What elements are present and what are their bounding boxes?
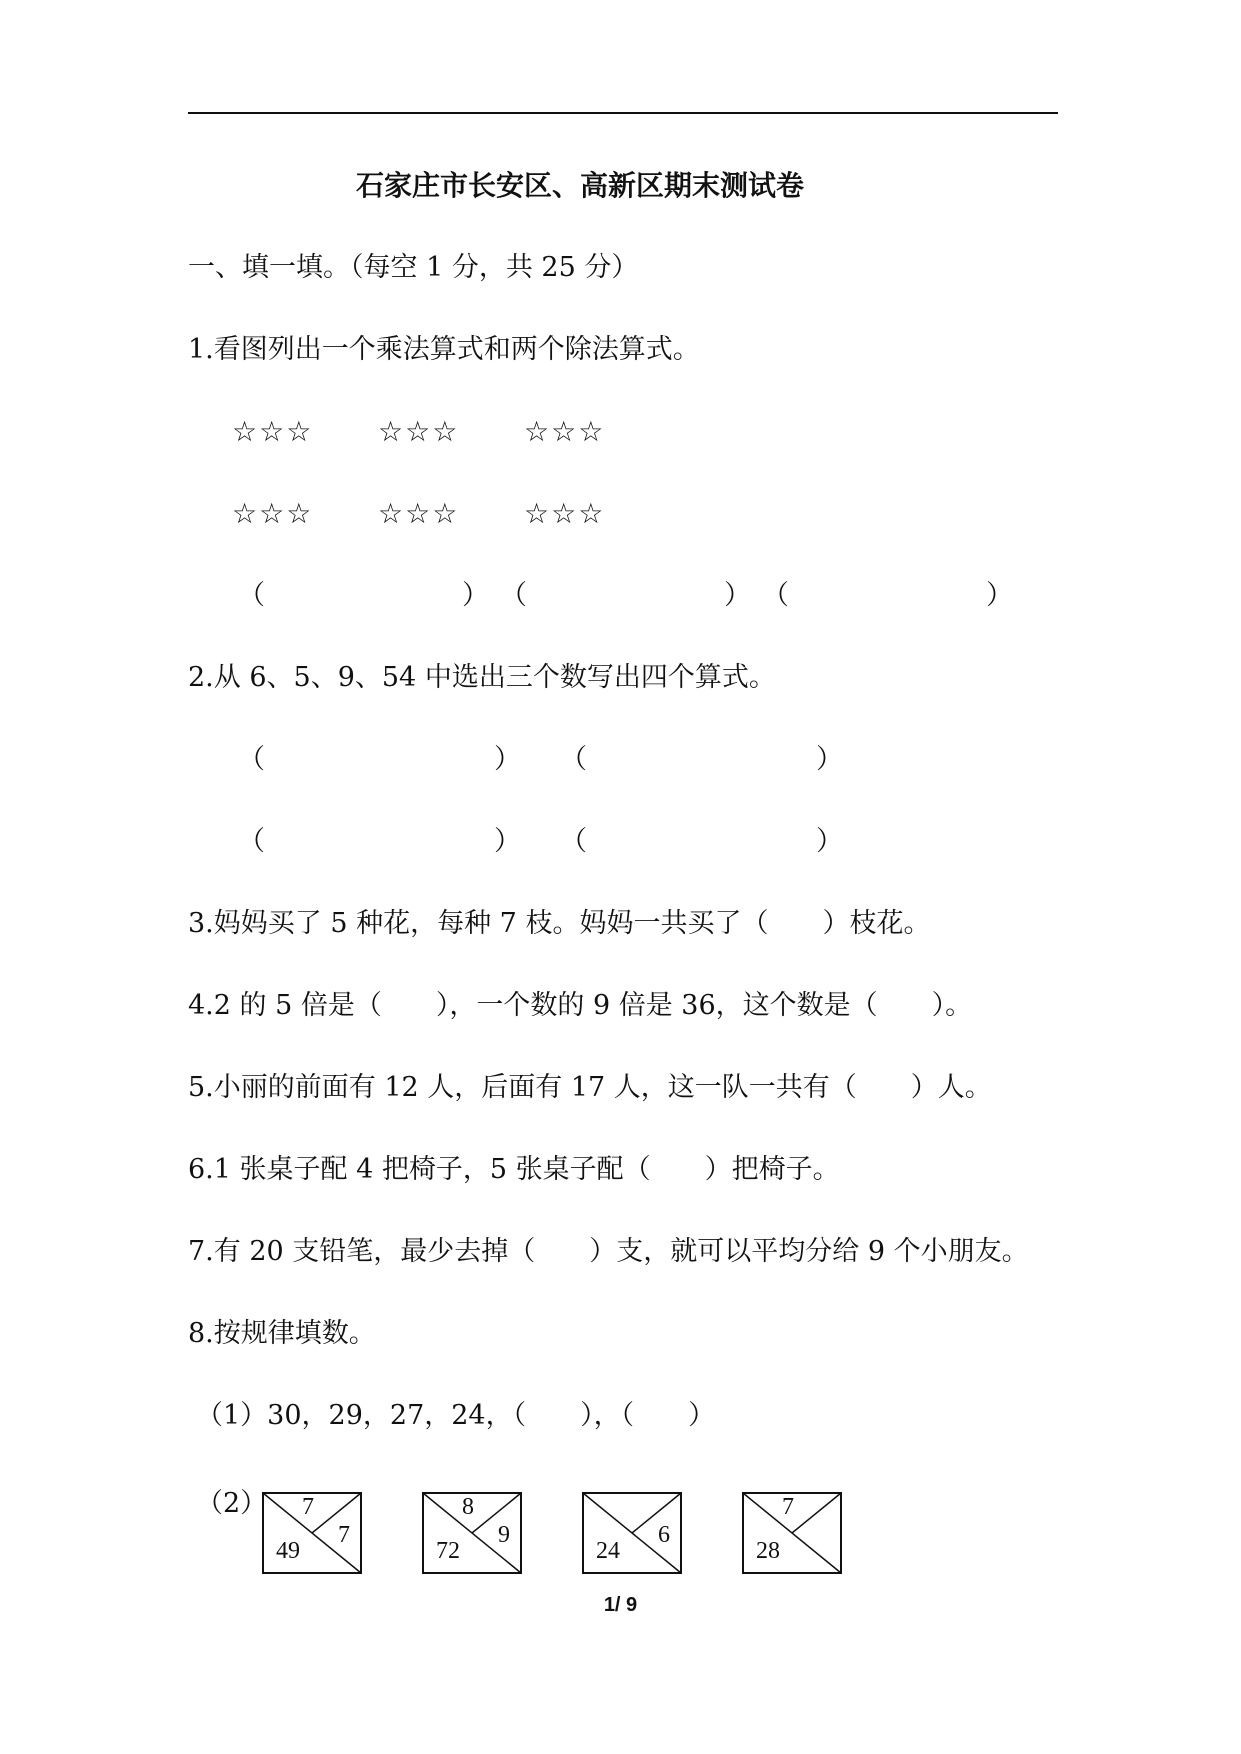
star-group: ☆☆☆ xyxy=(524,415,606,448)
box-right-number: 6 xyxy=(658,1522,670,1548)
question-6: 6.1 张桌子配 4 把椅子，5 张桌子配（ ）把椅子。 xyxy=(188,1154,840,1185)
page-title: 石家庄市长安区、高新区期末测试卷 xyxy=(356,169,805,202)
answer-blank-close: ） xyxy=(462,580,489,611)
answer-blank-close: ） xyxy=(816,826,843,857)
question-7: 7.有 20 支铅笔，最少去掉（ ）支，就可以平均分给 9 个小朋友。 xyxy=(188,1236,1029,1267)
question-3: 3.妈妈买了 5 种花，每种 7 枝。妈妈一共买了（ ）枝花。 xyxy=(188,908,931,939)
star-group: ☆☆☆ xyxy=(378,497,460,530)
answer-blank-open: （ xyxy=(560,826,587,857)
box-left-number: 28 xyxy=(756,1538,780,1564)
question-4: 4.2 的 5 倍是（ ），一个数的 9 倍是 36，这个数是（ ）。 xyxy=(188,990,973,1021)
star-group: ☆☆☆ xyxy=(232,497,314,530)
answer-blank-open: （ xyxy=(762,580,789,611)
answer-blank-open: （ xyxy=(560,744,587,775)
answer-blank-open: （ xyxy=(500,580,527,611)
section-heading: 一、填一填。（每空 1 分，共 25 分） xyxy=(188,252,639,283)
star-group: ☆☆☆ xyxy=(232,415,314,448)
page-number: 1/ 9 xyxy=(603,1594,638,1616)
box-left-number: 24 xyxy=(596,1538,620,1564)
pattern-box xyxy=(422,1492,522,1574)
answer-blank-close: ） xyxy=(494,744,521,775)
answer-blank-close: ） xyxy=(986,580,1013,611)
question-2: 2.从 6、5、9、54 中选出三个数写出四个算式。 xyxy=(188,662,776,693)
question-8: 8.按规律填数。 xyxy=(188,1318,376,1349)
star-group: ☆☆☆ xyxy=(378,415,460,448)
question-5: 5.小丽的前面有 12 人，后面有 17 人，这一队一共有（ ）人。 xyxy=(188,1072,992,1103)
pattern-box xyxy=(582,1492,682,1574)
box-top-number: 7 xyxy=(782,1494,794,1520)
question-8-part-2-label: （2） xyxy=(196,1488,268,1519)
answer-blank-open: （ xyxy=(238,826,265,857)
pattern-box xyxy=(262,1492,362,1574)
box-left-number: 72 xyxy=(436,1538,460,1564)
answer-blank-open: （ xyxy=(238,580,265,611)
box-top-number: 8 xyxy=(462,1494,474,1520)
box-right-number: 9 xyxy=(498,1522,510,1548)
answer-blank-close: ） xyxy=(724,580,751,611)
box-top-number: 7 xyxy=(302,1494,314,1520)
box-left-number: 49 xyxy=(276,1538,300,1564)
header-rule xyxy=(188,112,1058,114)
answer-blank-open: （ xyxy=(238,744,265,775)
pattern-box xyxy=(742,1492,842,1574)
answer-blank-close: ） xyxy=(494,826,521,857)
box-right-number: 7 xyxy=(338,1522,350,1548)
star-group: ☆☆☆ xyxy=(524,497,606,530)
question-8-part-1: （1）30，29，27，24，（ ），（ ） xyxy=(196,1400,716,1431)
question-1: 1.看图列出一个乘法算式和两个除法算式。 xyxy=(188,334,700,365)
answer-blank-close: ） xyxy=(816,744,843,775)
